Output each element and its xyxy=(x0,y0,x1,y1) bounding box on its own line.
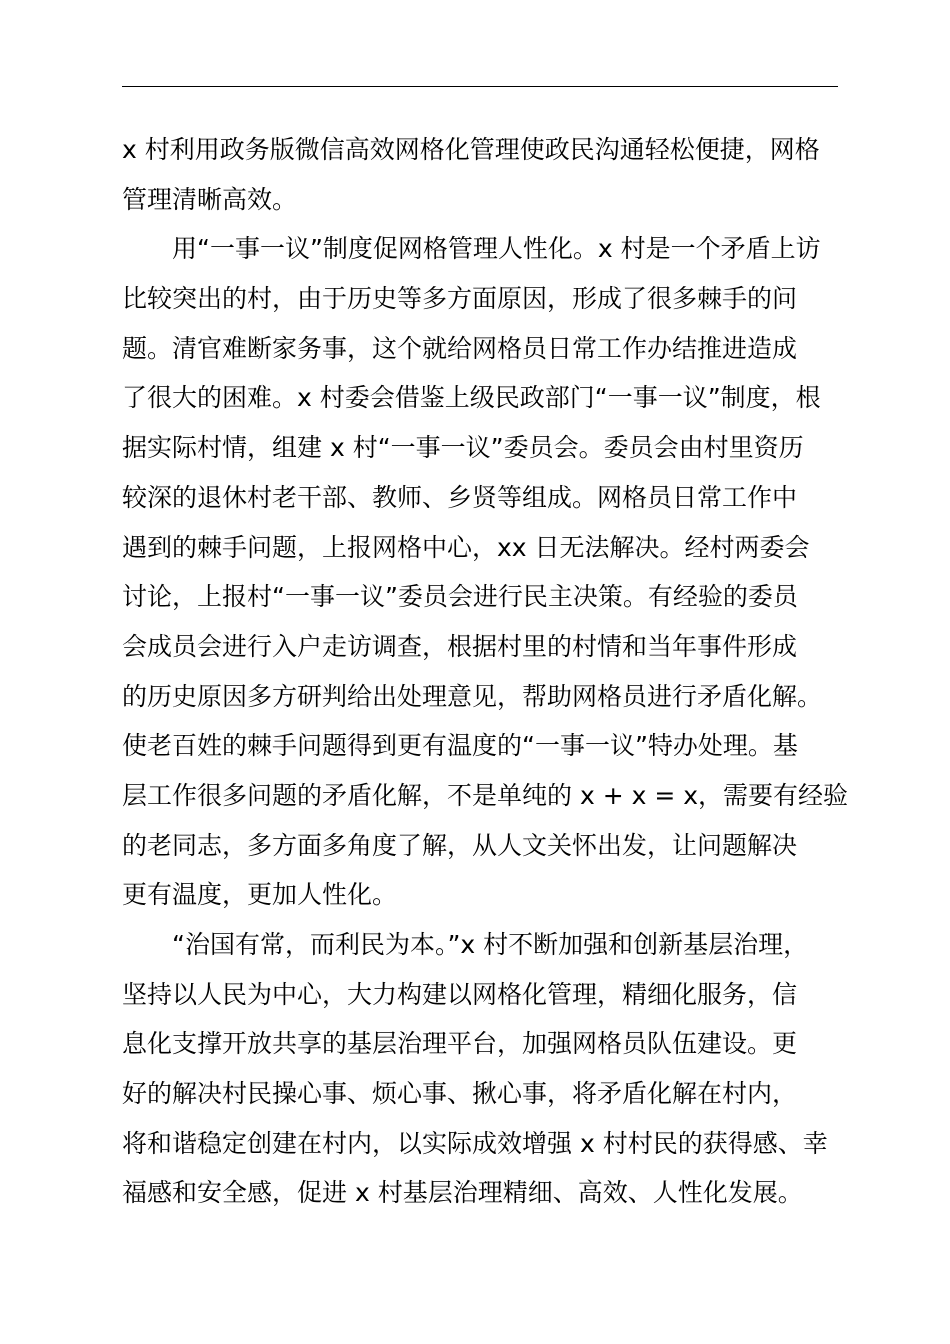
paragraph-2 xyxy=(122,224,847,920)
text-line: 了很大的困难。x 村委会借鉴上级民政部门“一事一议”制度，根 xyxy=(122,383,821,413)
text-line: 将和谐稳定创建在村内，以实际成效增强 x 村村民的获得感、幸 xyxy=(122,1128,828,1158)
text-line: 使老百姓的棘手问题得到更有温度的“一事一议”特办处理。基 xyxy=(122,731,798,761)
header-rule xyxy=(122,86,838,87)
text-line: 会成员会进行入户走访调查，根据村里的村情和当年事件形成 xyxy=(122,631,798,661)
text-line: 的历史原因多方研判给出处理意见，帮助网格员进行矛盾化解。 xyxy=(122,681,823,711)
text-line: “治国有常，而利民为本。”x 村不断加强和创新基层治理， xyxy=(172,930,809,959)
text-line: 管理清晰高效。 xyxy=(122,184,298,214)
text-line: 坚持以人民为中心，大力构建以网格化管理，精细化服务，信 xyxy=(122,979,798,1009)
text-line: 好的解决村民操心事、烦心事、揪心事，将矛盾化解在村内， xyxy=(122,1079,798,1109)
text-line: 比较突出的村，由于历史等多方面原因，形成了很多棘手的问 xyxy=(122,284,798,314)
text-line: 据实际村情，组建 x 村“一事一议”委员会。委员会由村里资历 xyxy=(122,433,804,463)
text-line: 用“一事一议”制度促网格管理人性化。x 村是一个矛盾上访 xyxy=(172,234,821,264)
text-line: 息化支撑开放共享的基层治理平台，加强网格员队伍建设。更 xyxy=(122,1029,798,1059)
text-line: 的老同志，多方面多角度了解，从人文关怀出发，让问题解决 xyxy=(122,830,798,860)
text-line: 层工作很多问题的矛盾化解，不是单纯的 x + x = x，需要有经验 xyxy=(122,780,849,810)
paragraph-1 xyxy=(122,125,847,224)
text-line: 题。清官难断家务事，这个就给网格员日常工作办结推进造成 xyxy=(122,333,798,363)
text-line: x 村利用政务版微信高效网格化管理使政民沟通轻松便捷，网格 xyxy=(122,135,820,164)
document-body xyxy=(122,125,847,1218)
text-line: 遇到的棘手问题，上报网格中心，xx 日无法解决。经村两委会 xyxy=(122,532,810,562)
text-line: 较深的退休村老干部、教师、乡贤等组成。网格员日常工作中 xyxy=(122,482,798,512)
paragraph-3 xyxy=(122,920,847,1218)
text-line: 讨论，上报村“一事一议”委员会进行民主决策。有经验的委员 xyxy=(122,582,798,612)
text-line: 更有温度，更加人性化。 xyxy=(122,880,398,910)
text-line: 福感和安全感，促进 x 村基层治理精细、高效、人性化发展。 xyxy=(122,1178,803,1208)
